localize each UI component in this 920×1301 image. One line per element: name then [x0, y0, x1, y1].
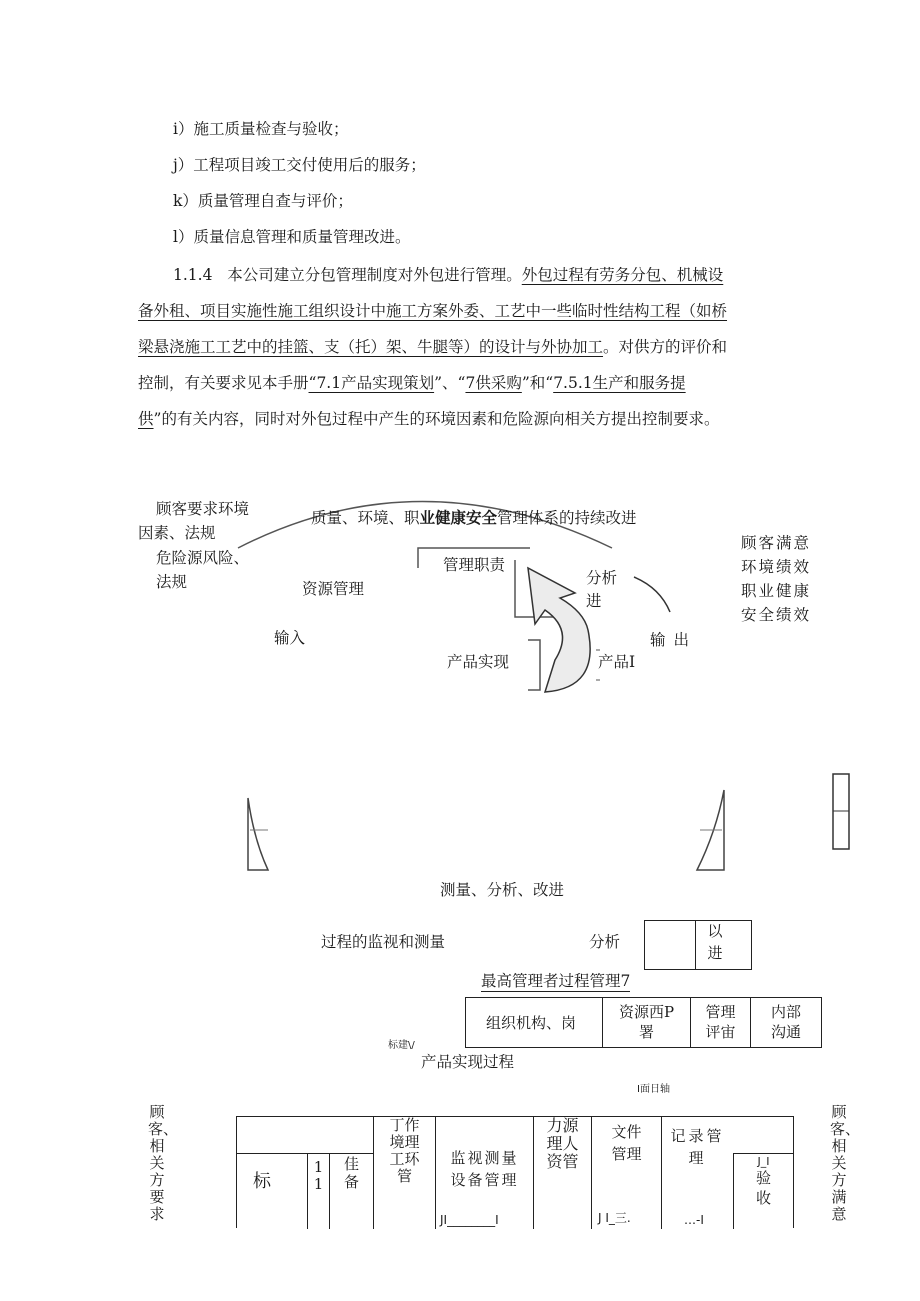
input-requirement-line3: 危险源风险、	[156, 549, 250, 567]
ref-link: 7.5.1生产和服务提	[553, 374, 686, 392]
ref-link: 7供采购	[465, 374, 522, 392]
list-item-i: i）施工质量检查与验收；	[173, 120, 349, 138]
output-result-line1: 顾客满意	[741, 534, 812, 552]
cell-hr-text: 力源理人资管	[546, 1116, 579, 1171]
output-curve	[634, 577, 670, 612]
top-manager-title: 最高管理者过程管理7	[481, 972, 631, 990]
cell-accept-text: 验收	[755, 1169, 771, 1207]
clause-line-2: 备外租、项目实施性施工组织设计中施工方案外委、工艺中一些临时性结构工程（如桥	[138, 302, 728, 320]
product-label: 产品I	[598, 653, 636, 671]
clause-text: ”和“	[521, 374, 554, 392]
output-result-line2: 环境绩效	[741, 558, 812, 576]
improve-box	[644, 920, 752, 970]
cell-record-foot: …-I	[684, 1213, 704, 1227]
cell-monitor-text: 监视测量设备管理	[450, 1149, 519, 1189]
input-label: 输入	[274, 629, 306, 647]
cell-one	[307, 1153, 329, 1229]
right-vertical-label: 顾客、相关方满意	[830, 1103, 861, 1223]
list-item-l: l）质量信息管理和质量管理改进。	[173, 228, 411, 246]
curved-arrow	[528, 568, 590, 692]
analysis-label: 分析	[586, 569, 618, 587]
process-table	[236, 1116, 794, 1228]
management-boxes	[465, 997, 822, 1048]
cell-record-text: 记录管理	[670, 1127, 725, 1167]
mgmt-review-cell	[690, 998, 750, 1047]
cell-work-env-text: 丁作境理工环管	[389, 1116, 420, 1185]
cell-target: 标	[253, 1171, 271, 1192]
clause-text: ”的有关内容，同时对外包过程中产生的环境因素和危险源向相关方提出控制要求。	[153, 410, 720, 428]
clause-text: 控制，有关要求见本手册	[138, 374, 309, 392]
clause-underlined: 外包过程有劳务分包、机械设	[521, 266, 724, 284]
cell-prepare-text: 佳备	[343, 1155, 359, 1191]
cell-doc-foot: J I_三.	[598, 1211, 631, 1225]
ref-link: 供	[138, 410, 154, 428]
clause-number: 1.1.4	[173, 266, 213, 284]
resource-deploy-label: 资源西P署	[618, 1003, 675, 1041]
cell-human-resources	[533, 1117, 591, 1229]
management-duty-label: 管理职责	[443, 556, 506, 574]
input-requirement-line2: 因素、法规	[138, 524, 216, 542]
cell-accept-top: J_I	[757, 1155, 770, 1168]
mgmt-review-label: 管理评宙	[705, 1003, 736, 1041]
org-structure-label: 组织机构、岗	[486, 1014, 577, 1032]
realization-bracket	[528, 640, 540, 690]
cell-one-text: 11	[313, 1158, 324, 1193]
cell-record-mgmt	[661, 1117, 733, 1229]
product-realization-label: 产品实现	[447, 653, 510, 671]
resource-deploy-cell	[602, 998, 690, 1047]
title-part: 管理体系的持续改进	[497, 509, 637, 527]
improve-label: 进	[586, 592, 602, 610]
cell-work-env	[373, 1117, 435, 1229]
small-tag-2: I面日轴	[637, 1084, 670, 1095]
clause-underlined: 梁悬浇施工工艺中的挂篮、支（托）架、牛腿等）的设计与外协加工	[138, 338, 604, 356]
clause-text: ”、“	[434, 374, 466, 392]
title-part: 业健康安全	[419, 509, 498, 527]
list-item-k: k）质量管理自查与评价；	[173, 192, 353, 210]
internal-comm-label: 内部沟通	[770, 1003, 801, 1041]
clause-text: 本公司建立分包管理制度对外包进行管理。	[227, 266, 522, 284]
cell-monitor-equipment	[435, 1117, 533, 1229]
product-process-label: 产品实现过程	[421, 1053, 515, 1071]
output-result-line3: 职业健康	[741, 582, 812, 600]
input-requirement-line1: 顾客要求环境	[156, 500, 250, 518]
cell-doc-text: 文件管理	[611, 1123, 642, 1163]
lower-left-fragment	[248, 798, 268, 870]
resource-management-label: 资源管理	[302, 580, 365, 598]
monitor-measure-label: 过程的监视和测量	[321, 933, 446, 951]
ref-link: “7.1产品实现策划	[308, 374, 435, 392]
title-part: 质量、环境、职	[311, 509, 420, 527]
improve-box-text: 以进	[707, 922, 723, 962]
input-requirement-line4: 法规	[156, 573, 188, 591]
improvement-title	[311, 506, 637, 528]
cell-acceptance	[733, 1153, 793, 1229]
output-label: 输出	[650, 631, 698, 649]
list-item-j: j）工程项目竣工交付使用后的服务；	[173, 156, 426, 174]
left-vertical-label: 顾客、相关方要求	[148, 1103, 179, 1223]
cell-monitor-foot: JI________I	[440, 1213, 499, 1227]
small-tag: 标建\/	[388, 1040, 415, 1051]
measure-analyze-improve-label: 测量、分析、改进	[440, 881, 565, 899]
output-result-line4: 安全绩效	[741, 606, 812, 624]
clause-text: 。对供方的评价和	[603, 338, 728, 356]
cell-document-mgmt	[591, 1117, 661, 1229]
internal-comm-cell	[750, 998, 821, 1047]
flow-analysis-label: 分析	[589, 933, 621, 951]
cell-prepare	[329, 1153, 373, 1229]
